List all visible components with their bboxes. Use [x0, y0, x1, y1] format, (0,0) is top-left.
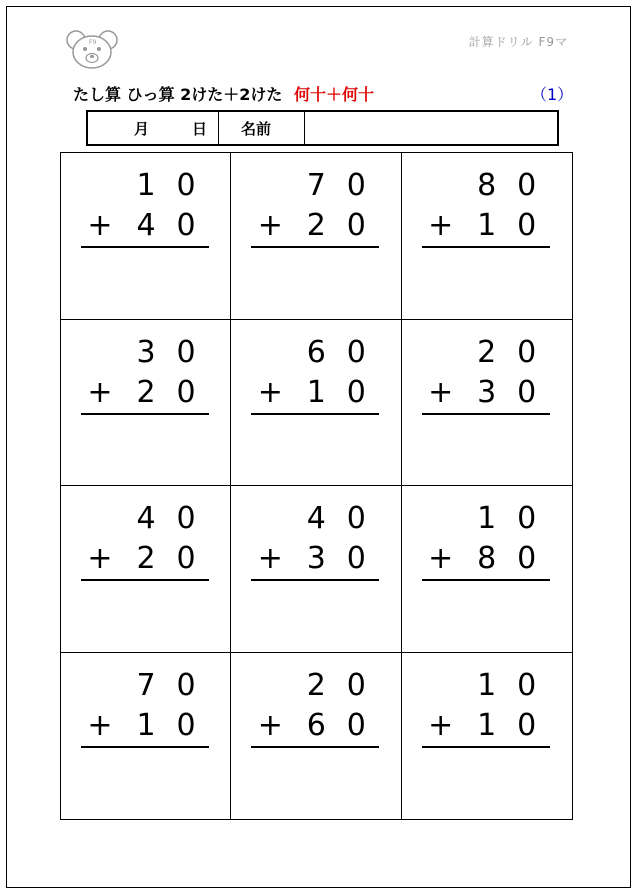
brand-text: 計算ドリル F9マ [468, 35, 568, 49]
digit-ones: 0 [346, 707, 366, 743]
addend-bottom [422, 707, 550, 745]
digit-ones: 0 [176, 501, 196, 536]
plus-sign: + [428, 541, 454, 576]
digit-ones: 0 [346, 667, 366, 703]
problem-cell[interactable] [231, 153, 401, 320]
bear-face-icon [65, 29, 119, 71]
worksheet-title [73, 82, 374, 105]
name-label: 名前 [219, 112, 305, 144]
addend-bottom [251, 374, 379, 412]
addend-bottom [422, 374, 550, 412]
problem-cell[interactable] [402, 320, 572, 487]
addend-bottom [81, 540, 209, 578]
addend-bottom [251, 707, 379, 745]
date-field[interactable] [88, 112, 219, 144]
digit-ones: 0 [176, 374, 196, 410]
answer-line [81, 413, 209, 415]
problem-cell[interactable] [402, 486, 572, 653]
digit-tens: 4 [136, 208, 156, 243]
answer-line [251, 413, 379, 415]
plus-sign: + [428, 208, 454, 243]
addend-top [422, 500, 550, 538]
digit-tens: 1 [477, 208, 497, 243]
problem-grid [60, 152, 573, 820]
digit-tens: 4 [136, 501, 156, 536]
plus-sign: + [87, 374, 113, 410]
digit-tens: 2 [136, 541, 156, 576]
digit-ones: 0 [176, 334, 196, 370]
addend-top [251, 667, 379, 705]
answer-line [251, 746, 379, 748]
addend-bottom [422, 207, 550, 245]
digit-ones: 0 [517, 168, 537, 203]
problem-cell[interactable] [402, 153, 572, 320]
digit-ones: 0 [176, 667, 196, 703]
digit-tens: 3 [306, 541, 326, 576]
addend-top [81, 500, 209, 538]
answer-line [422, 579, 550, 581]
digit-tens: 2 [136, 374, 156, 410]
answer-line [81, 246, 209, 248]
addend-bottom [251, 207, 379, 245]
addend-bottom [81, 374, 209, 412]
addend-top [81, 167, 209, 205]
digit-ones: 0 [517, 374, 537, 410]
plus-sign: + [428, 707, 454, 743]
plus-sign: + [428, 374, 454, 410]
addend-top [81, 334, 209, 372]
title-main: たし算 ひっ算 2けた＋2けた [73, 85, 283, 104]
addend-bottom [81, 207, 209, 245]
plus-sign: + [87, 707, 113, 743]
digit-ones: 0 [346, 501, 366, 536]
digit-ones: 0 [346, 208, 366, 243]
answer-line [251, 246, 379, 248]
digit-tens: 1 [136, 707, 156, 743]
digit-tens: 6 [306, 334, 326, 370]
digit-tens: 2 [306, 208, 326, 243]
digit-ones: 0 [346, 334, 366, 370]
digit-tens: 1 [477, 501, 497, 536]
digit-tens: 3 [136, 334, 156, 370]
addend-top [251, 167, 379, 205]
digit-ones: 0 [517, 707, 537, 743]
digit-tens: 7 [306, 168, 326, 203]
digit-tens: 1 [477, 707, 497, 743]
digit-tens: 3 [477, 374, 497, 410]
addend-top [81, 667, 209, 705]
answer-line [422, 746, 550, 748]
addend-top [422, 167, 550, 205]
answer-line [81, 746, 209, 748]
title-highlight: 何十＋何十 [294, 85, 375, 104]
problem-cell[interactable] [61, 486, 231, 653]
problem-cell[interactable] [61, 153, 231, 320]
addend-top [251, 334, 379, 372]
digit-tens: 6 [306, 707, 326, 743]
problem-cell[interactable] [231, 653, 401, 820]
plus-sign: + [257, 541, 283, 576]
addend-top [422, 334, 550, 372]
problem-cell[interactable] [61, 320, 231, 487]
answer-line [81, 579, 209, 581]
digit-ones: 0 [176, 541, 196, 576]
digit-ones: 0 [346, 541, 366, 576]
digit-tens: 7 [136, 667, 156, 703]
problem-cell[interactable] [231, 486, 401, 653]
plus-sign: + [257, 374, 283, 410]
digit-ones: 0 [176, 707, 196, 743]
addend-bottom [81, 707, 209, 745]
digit-ones: 0 [346, 374, 366, 410]
digit-ones: 0 [176, 208, 196, 243]
digit-tens: 2 [306, 667, 326, 703]
digit-ones: 0 [517, 208, 537, 243]
day-label: 日 [192, 119, 208, 138]
digit-ones: 0 [517, 334, 537, 370]
digit-tens: 1 [477, 667, 497, 703]
plus-sign: + [87, 541, 113, 576]
problem-cell[interactable] [402, 653, 572, 820]
plus-sign: + [257, 707, 283, 743]
answer-line [422, 413, 550, 415]
digit-tens: 2 [477, 334, 497, 370]
addend-bottom [251, 540, 379, 578]
answer-line [422, 246, 550, 248]
digit-tens: 1 [306, 374, 326, 410]
digit-ones: 0 [517, 501, 537, 536]
digit-tens: 1 [136, 168, 156, 203]
plus-sign: + [257, 208, 283, 243]
addend-top [251, 500, 379, 538]
digit-ones: 0 [176, 168, 196, 203]
problem-cell[interactable] [231, 320, 401, 487]
plus-sign: + [87, 208, 113, 243]
name-field[interactable] [305, 112, 557, 144]
digit-tens: 4 [306, 501, 326, 536]
name-date-bar [86, 110, 559, 146]
digit-ones: 0 [517, 541, 537, 576]
digit-tens: 8 [477, 541, 497, 576]
addend-bottom [422, 540, 550, 578]
addend-top [422, 667, 550, 705]
digit-ones: 0 [346, 168, 366, 203]
problem-cell[interactable] [61, 653, 231, 820]
sheet-number: （1） [531, 85, 574, 104]
digit-ones: 0 [517, 667, 537, 703]
month-label: 月 [134, 119, 150, 138]
digit-tens: 8 [477, 168, 497, 203]
answer-line [251, 579, 379, 581]
svg-text:F9: F9 [89, 39, 97, 46]
